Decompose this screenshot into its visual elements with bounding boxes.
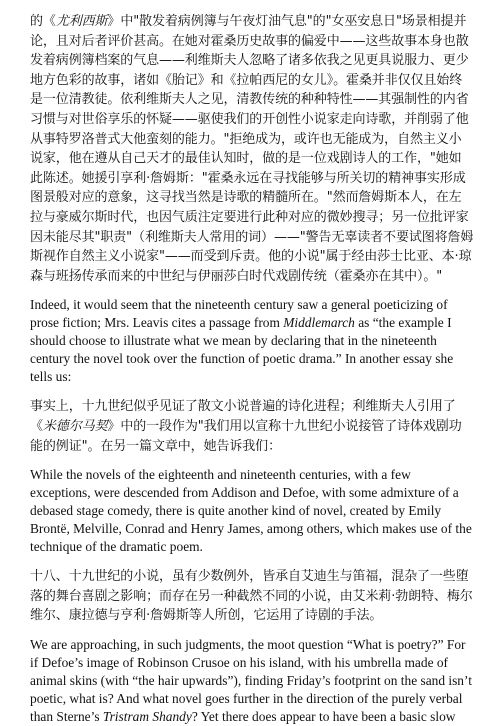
paragraph-en-2 xyxy=(30,466,474,556)
text-segment: While the novels of the eighteenth and nineteenth centuries, with a few exceptions, were descended from Addison and Defoe, with some admixture of a debased stage comedy, there is quite another kind of novel, created by Emily Brontë, Melville, Conrad and Henry James, among others, which makes use of the technique of the dramatic poem. xyxy=(30,467,472,555)
text-segment: 》中的一段作为"我们用以宣称十九世纪小说接管了诗体戏剧功能的例证"。在另一篇文章中，她告诉我们： xyxy=(30,418,462,454)
paragraph-en-3 xyxy=(30,636,474,726)
text-segment: We are approaching, in such judgments, the moot question “What is poetry?” For if Defoe’s image of Robinson Crusoe on his island, with his umbrella made of animal skins (with “the hair upwards”), finding Friday’s footprint on the sand isn’t poetic, what is? And what novel goes further in the direction of the purely verbal than Sterne’s xyxy=(30,636,472,724)
paragraph-zh-3 xyxy=(30,567,474,626)
text-segment: 》中"散发着病例簿与午夜灯油气息"的"女巫安息日"场景相提并论，且对后者评价甚高。在她对霍桑历史故事的偏爱中——这些故事本身也散发着病例簿档案的气息——利维斯夫人忽略了诸多依我之见更具说服力、更少地方色彩的故事，诸如《胎记》和《拉帕西尼的女儿》。霍桑并非仅仅且始终是一位清教徒。依利维斯夫人之见，清教传统的种种特性——其强制性的内省习惯与对世俗享乐的怀疑——驱使我们的开创性小说家走向诗歌，并削弱了他从事特罗洛普式大他蛮刻的能力。"拒绝成为，或许也无能成为，自然主义小说家，他在遵从自己天才的最佳认知时，做的是一位戏剧诗人的工作，"她如此陈述。她援引享利·詹姆斯："霍桑永远在寻找能够与所关切的精神事实形成图景般对应的意象，这寻找当然是诗歌的精髓所在。"然而詹姆斯本人，在左拉与豪威尔斯时代，也因气质注定要进行此种对应的微妙搜寻；另一位批评家因未能尽其"职责"（利维斯夫人常用的词）——"警告无辜读者不要试图将詹姆斯视作自然主义小说家"——而受到斥责。他的小说"属于经由莎士比亚、本·琼森与班扬传承而来的中世纪与伊丽莎白时代戏剧传统（霍桑亦在其中）。" xyxy=(30,14,474,284)
book-title-middlemarch-zh: 米德尔马契 xyxy=(42,418,108,434)
paragraph-zh-1 xyxy=(30,12,474,286)
book-title-ulysses: 尤利西斯 xyxy=(55,14,108,29)
text-segment: 的《 xyxy=(30,14,56,29)
text-segment: 事实上，十九世纪似乎见证了散文小说普遍的诗化进程；利维斯夫人引用了《 xyxy=(30,399,456,434)
book-title-tristram-shandy: Tristram Shandy xyxy=(102,708,192,724)
text-segment: Indeed, it would seem that the nineteenth century saw a general poeticizing of prose fiction; Mrs. Leavis cites a passage from xyxy=(30,297,448,331)
paragraph-zh-2 xyxy=(30,397,474,456)
book-title-middlemarch: Middlemarch xyxy=(283,315,355,331)
paragraph-en-1 xyxy=(30,296,474,386)
text-segment: ? Yet there does appear to have been a basic slow xyxy=(191,708,456,724)
text-segment: as “the example I should choose to illustrate what we mean by declaring that in the nineteenth century the novel took over the function of poetic drama.” In another essay she tells us: xyxy=(30,315,454,385)
text-segment: 十八、十九世纪的小说，虽有少数例外，皆承自艾迪生与笛福，混杂了一些堕落的舞台喜剧之影响；而存在另一种截然不同的小说，由艾米莉·勃朗特、梅尔维尔、康拉德与亨利·詹姆斯等人所创，它运用了诗剧的手法。 xyxy=(30,569,473,624)
